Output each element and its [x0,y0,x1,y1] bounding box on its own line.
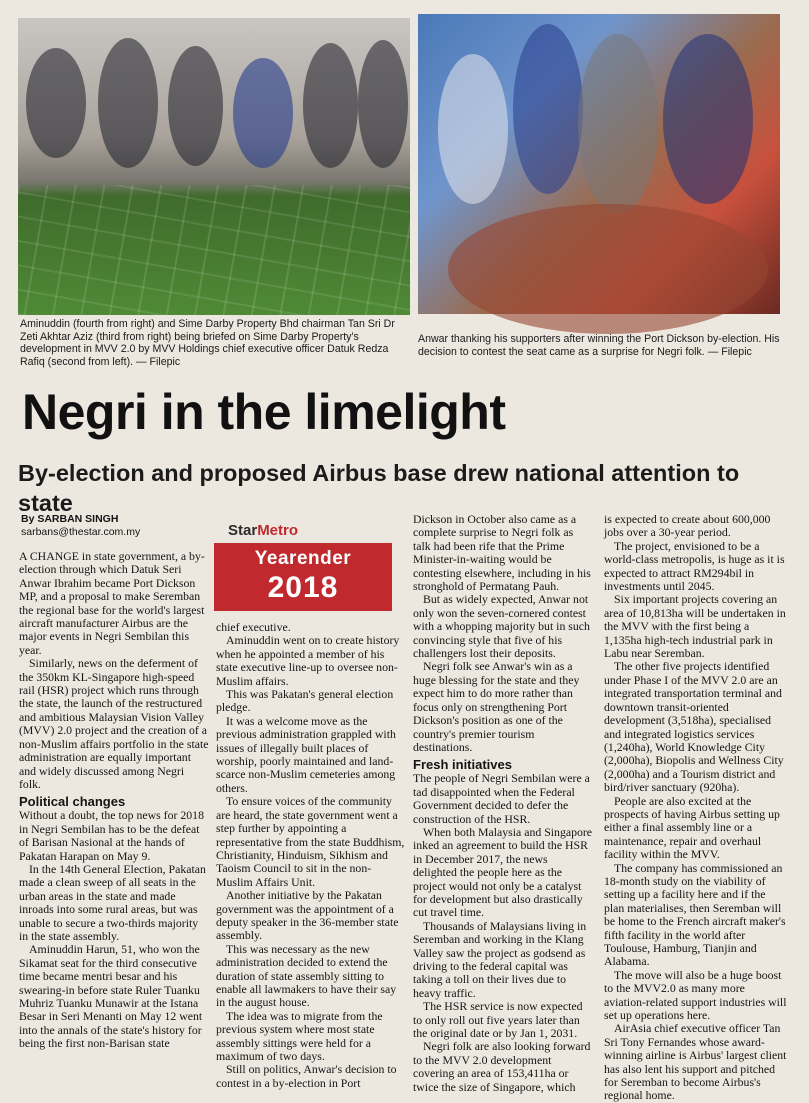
yearender-word: Yearender [254,548,352,569]
byline-author: By SARBAN SINGH [21,513,119,525]
starmetro-brand [228,521,392,541]
article-paragraph: The people of Negri Sembilan were a tad disappointed when the Federal Government decided to defer the construction of the HSR. [413,771,590,826]
article-paragraph: The move will also be a huge boost to the MVV2.0 as many more aviation-related support industries will set up operations here. [604,967,787,1023]
photo-figure [26,48,86,158]
article-paragraph: It was a welcome move as the previous administration grappled with issues of illegally built places of worship, poorly maintained and land-scarce non-Muslim cemeteries among others. [216,713,396,795]
article-paragraph: The project, envisioned to be a world-class metropolis, is huge as it is expected to attract RM294bil in investments until 2045. [604,538,785,594]
photo-mvv-briefing [18,18,410,315]
article-paragraph: AirAsia chief executive officer Tan Sri Tony Fernandes whose award-winning airline is Airbus' largest client has also lent his support and pitched for Seremban to become Airbus's regional home. [604,1021,787,1103]
article-paragraph: But as widely expected, Anwar not only won the seven-cornered contest with a whopping majority but in such convincing style that five of his challengers lost their deposits. [413,592,590,661]
article-column-4 [604,513,787,1103]
headline: Negri in the limelight [22,384,506,440]
article-paragraph: Aminuddin went on to create history when he appointed a member of his state executive line-up to oversee non-Muslim affairs. [216,633,400,688]
article-paragraph: Negri folk see Anwar's win as a huge blessing for the state and they expect him to do more rather than focus only on strengthening Port Dickson's position as one of the country's premier tourism destinations. [413,659,580,754]
article-paragraph: This was necessary as the new administration decided to extend the duration of state assembly sitting to enable all lawmakers to have their say in the august house. [216,941,397,1010]
brand-star: Star [228,522,258,539]
article-paragraph: Still on politics, Anwar's decision to contest in a by-election in Port [216,1062,397,1090]
article-paragraph: chief executive. [216,620,291,634]
article-paragraph: Similarly, news on the deferment of the 350km KL-Singapore high-speed rail (HSR) project which runs through the state, the launch of the restructured and ambitious Malaysian Vision Valley (MVV) 2.0 project and the creation of a non-Muslim affairs portfolio in the state administration are equally important and widely discussed among Negri folk. [19,656,209,791]
article-paragraph: The company has commissioned an 18-month study on the viability of setting up a facility here and if the plan materialises, then Seremban will be home to the French aircraft maker's fifth facility in the world after Toulouse, Hamburg, Tianjin and Alabama. [604,860,786,969]
photo-figure [303,43,358,168]
photo-figure [513,24,583,194]
photo-caption-right: Anwar thanking his supporters after winning the Port Dickson by-election. His decision to contest the seat came as a surprise for Negri folk. — Filepic [418,333,780,358]
photo-figure [168,46,223,166]
article-paragraph: The other five projects identified under Phase I of the MVV 2.0 are an integrated transportation terminal and downtown transit-oriented development (3,518ha), specialised and integrated logistics services (1,240ha), World Knowledge City (2,000ha), Biopolis and Wellness City (2,000ha) and a Tourism district and bird/river sanctuary (920ha). [604,659,784,795]
article-paragraph: is expected to create about 600,000 jobs over a 30-year period. [604,512,771,540]
section-heading: Political changes [19,794,126,810]
article-paragraph: Aminuddin Harun, 51, who won the Sikamat seat for the third consecutive time became mentri besar and his swearing-in before state Ruler Tuanku Muhriz Tuanku Munawir at the Istana Besar in Seri Menanti on May 12 went into the annals of the state's history for being the first non-Barisan state [19,942,203,1051]
article-column-1 [19,550,209,1051]
article-paragraph: This was Pakatan's general election pledge. [216,687,394,715]
article-paragraph: People are also excited at the prospects of having Airbus setting up either a final assembly line or a maintenance, repair and overhaul facility within the MVV. [604,793,780,862]
yearender-box [214,521,392,613]
article-paragraph: Thousands of Malaysians living in Seremban and working in the Klang Valley saw the project as godsend as driving to the federal capital was taking a toll on their lives due to heavy traffic. [413,918,587,1000]
photo-caption-left: Aminuddin (fourth from right) and Sime Darby Property Bhd chairman Tan Sri Dr Zeti Akhtar Aziz (third from right) being briefed on Sime Darby Property's development in MVV 2.0 by MVV Holdings chief executive officer Datuk Redza Rafiq (second from left). — Filepic [20,318,395,368]
subheadline: By-election and proposed Airbus base drew national attention to state [18,460,740,516]
photo-anwar-supporters [418,14,780,314]
article-paragraph: A CHANGE in state government, a by-election through which Datuk Seri Anwar Ibrahim became Port Dickson MP, and a proposal to make Seremban the regional base for the world's largest aircraft manufacturer Airbus are the major events in Negri Sembilan this year. [19,549,205,657]
yearender-year: 2018 [267,571,339,604]
article-paragraph: The HSR service is now expected to only roll out five years later than the original date or by Jan 1, 2031. [413,999,583,1041]
byline-email: sarbans@thestar.com.my [21,526,141,538]
article-column-2 [216,621,406,1090]
photo-crowd [448,204,768,334]
article-paragraph: Six important projects covering an area of 10,813ha will be undertaken in the MVV with the first being a 1,135ha high-tech industrial park in Labu near Seremban. [604,592,786,661]
article-paragraph: Negri folk are also looking forward to the MVV 2.0 development covering an area of 153,411ha or twice the size of Singapore, which [413,1039,591,1094]
development-model [18,185,410,315]
article-paragraph: When both Malaysia and Singapore inked an agreement to build the HSR in December 2017, the news delighted the people here as the project would not only be a catalyst for development but also drastically cut travel time. [413,824,593,920]
article-paragraph: To ensure voices of the community are heard, the state government went a step further by appointing a representative from the state Buddhism, Christianity, Hinduism, Sikhism and Taoism Council to sit in the non-Muslim Affairs Unit. [216,794,405,889]
article-column-3 [413,513,593,1094]
photo-figure [578,34,658,214]
article-paragraph: The idea was to migrate from the previous system where most state assembly sittings were held for a maximum of two days. [216,1008,383,1063]
brand-metro: Metro [257,522,299,539]
photo-figure [358,40,408,168]
photo-figure [98,38,158,168]
section-heading: Fresh initiatives [413,757,512,773]
article-paragraph: Another initiative by the Pakatan government was the appointment of a deputy speaker in the 36-member state assembly. [216,888,399,943]
yearender-panel [214,543,392,611]
article-paragraph: Without a doubt, the top news for 2018 in Negri Sembilan has to be the defeat of Barisan Nasional at the hands of Pakatan Harapan on May 9. [19,808,204,863]
byline [21,513,140,539]
photo-figure [233,58,293,168]
article-paragraph: Dickson in October also came as a complete surprise to Negri folk as talk had been rife that the Prime Minister-in-waiting would be contesting elsewhere, including in his stronghold of Permatang Pauh. [413,512,591,594]
article-paragraph: In the 14th General Election, Pakatan made a clean sweep of all seats in the urban areas in the state and made inroads into some rural areas, but was unable to secure a two-thirds majority in the state assembly. [19,861,206,943]
photo-figure [438,54,508,204]
photo-figure [663,34,753,204]
